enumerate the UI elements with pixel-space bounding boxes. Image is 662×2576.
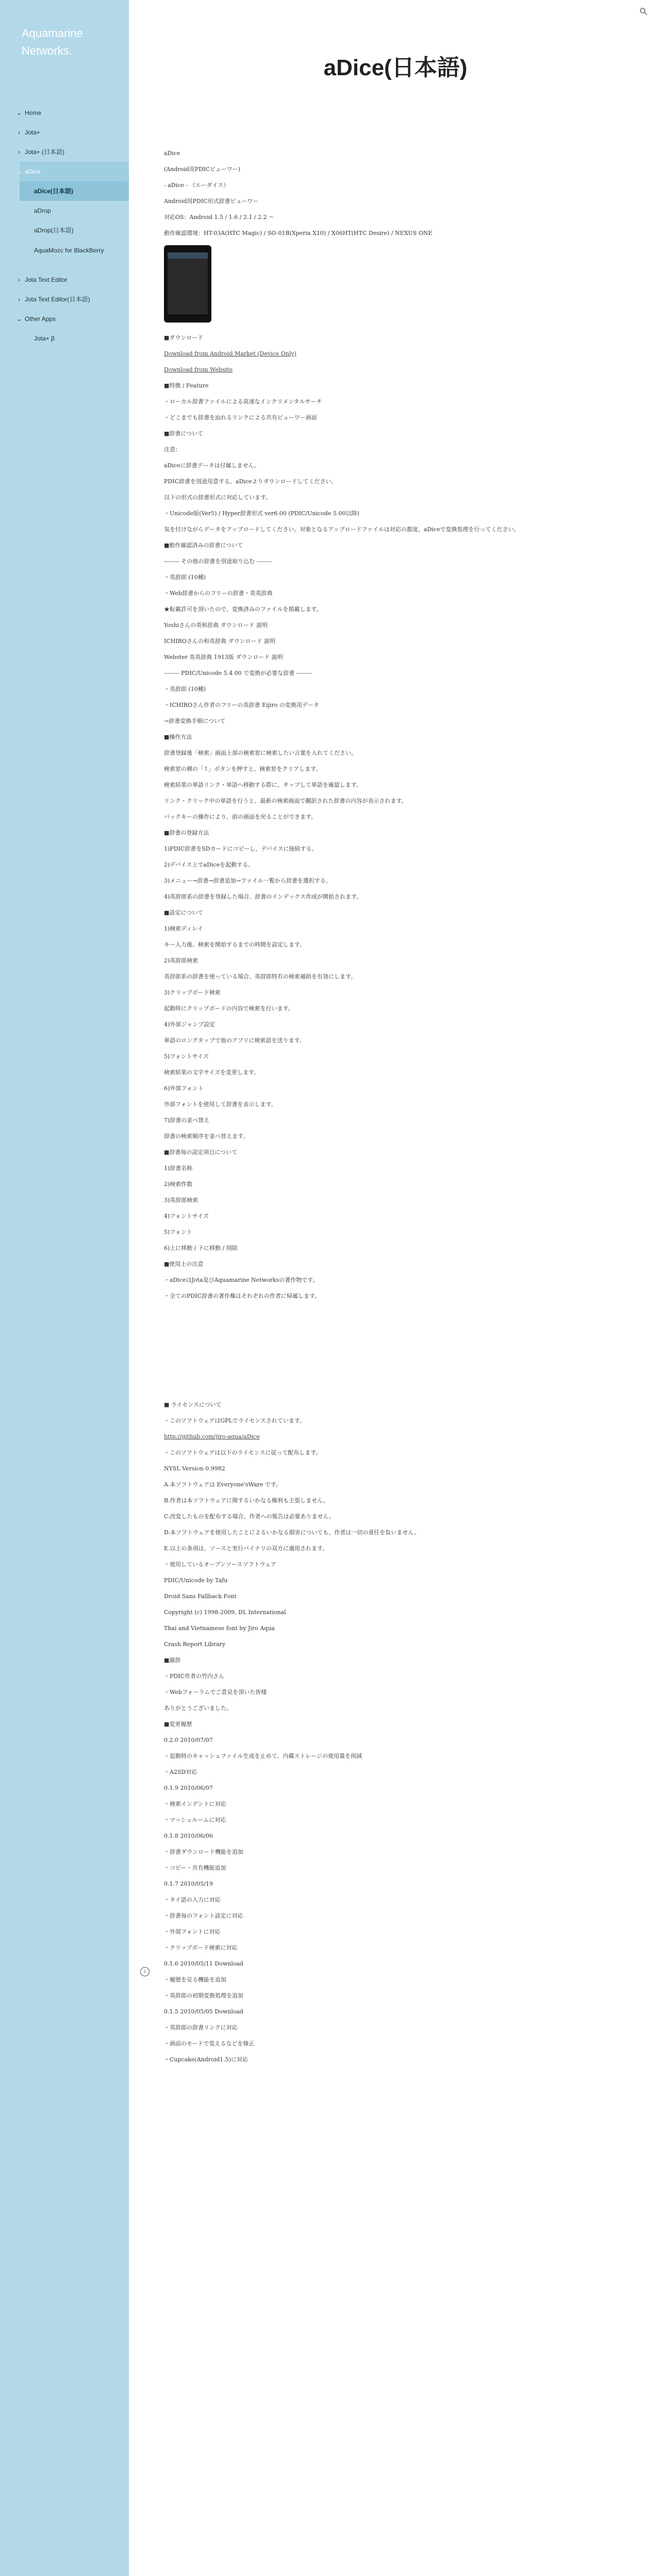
content-line: 検索結果の文字サイズを変更します。: [164, 1069, 260, 1076]
chevron-right-icon[interactable]: ›: [18, 148, 20, 156]
content-line: 検索結果の単語リンク・単語へ移動する際に、タップして単語を確認します。: [164, 782, 362, 788]
content-line[interactable]: Download from Website: [164, 366, 233, 373]
content-line: ・Cupcake(Android1.5)に対応: [164, 2056, 249, 2063]
sidebar-item-label: Jota+ β: [34, 335, 55, 342]
content-line: B.作者は本ソフトウェアに関するいかなる権利も主張しません。: [164, 1497, 329, 1504]
sidebar-item[interactable]: [16, 162, 129, 181]
content-line: Thai and Vietnamese font by Jiro Aqua: [164, 1625, 275, 1632]
content-line: (Android用PDICビューワー): [164, 166, 241, 173]
content-line: 以下の形式の辞書形式に対応しています。: [164, 494, 272, 501]
content-line: NYSL Version 0.9982: [164, 1465, 225, 1472]
sidebar-item-label: Home: [25, 109, 42, 116]
content-line: ・英辞郎の辞書リンクに対応: [164, 2024, 238, 2031]
content-line: 2)検索件数: [164, 1181, 193, 1188]
content-line: C.改変したものを配布する場合、作者への報告は必要ありません。: [164, 1513, 335, 1520]
content-line: ・履歴を見る機能を追加: [164, 1976, 226, 1983]
content-line: Webster 英英辞典 1913版 ダウンロード 説明: [164, 654, 283, 660]
section-heading: ■設定について: [164, 909, 204, 916]
sidebar-item-label: Jota+: [25, 129, 40, 136]
section-heading: ■ ライセンスについて: [164, 1401, 222, 1408]
sidebar-item-label: aDice: [25, 168, 41, 175]
content-line: Droid Sans Fallback Font: [164, 1593, 237, 1600]
content-line: 4)フォントサイズ: [164, 1213, 209, 1219]
section-heading: ■辞書について: [164, 430, 204, 437]
content-line: ・Unicode版(Ver5) / Hyper辞書形式 ver6.00 (PDIC/Unicode 5.00以降): [164, 510, 359, 517]
content-line: Yoshiさんの英和辞典 ダウンロード 説明: [164, 622, 268, 629]
content-line: PDIC辞書を別途用意する、aDiceよりダウンロードしてください。: [164, 478, 337, 485]
content-line: Crash Report Library: [164, 1641, 226, 1648]
content-line: Copyright (c) 1998-2009, DL International: [164, 1609, 286, 1616]
content-line: 辞書登録後「検索」画面上部の検索窓に検索したい言葉を入れてください。: [164, 750, 357, 756]
sidebar-item-label: aDice(日本語): [34, 188, 74, 195]
sidebar-item-label: Other Apps: [25, 315, 56, 323]
content-line: 気を付けながらデータをアップロードしてください。対象となるアップロードファイルは対応の都度、aDiceで変換処理を行ってください。: [164, 526, 520, 533]
chevron-right-icon[interactable]: ›: [18, 276, 20, 283]
content-line: ・英辞郎の初期変換処理を追加: [164, 1992, 243, 1999]
content-line: 0.2.0 2010/07/07: [164, 1737, 213, 1743]
content-line: 0.1.9 2010/06/07: [164, 1785, 213, 1791]
content-line: aDice: [164, 150, 180, 157]
sidebar-item-label: aDrop(日本語): [34, 227, 74, 234]
content-line: 注意：: [164, 446, 181, 453]
content-line: 4)外部ジャンプ設定: [164, 1021, 216, 1028]
content-line[interactable]: http://github.com/jiro-aqua/aDice: [164, 1433, 260, 1440]
content-line: -------- PDIC/Unicode 5.4.00 で変換が必要な辞書 --------: [164, 670, 312, 676]
site-name[interactable]: Aquamarine Networks.: [22, 27, 83, 57]
sidebar-item-label: Jota+ (日本語): [25, 148, 65, 156]
content-line: 1)PDIC辞書をSDカードにコピーし、デバイスに接続する。: [164, 845, 318, 852]
content-line: ・ローカル辞書ファイルによる高速なインクリメンタルサーチ: [164, 398, 322, 405]
content-line: 単語のロングタップで他のアプリに検索語を送ります。: [164, 1037, 305, 1044]
sidebar-item-label: aDrop: [34, 207, 51, 214]
content-line: - aDice - （エーダイス）: [164, 182, 229, 189]
section-heading: ■辞書の登録方法: [164, 829, 209, 836]
section-heading: ■謝辞: [164, 1657, 181, 1664]
content-line: ・全てのPDIC辞書の著作権はそれぞれの作者に帰属します。: [164, 1293, 321, 1299]
content-line: ・コピー・共有機能追加: [164, 1865, 226, 1871]
content-line: ・Webフォーラムでご意見を頂いた皆様: [164, 1689, 267, 1696]
content-line: 起動時にクリップボードの内容で検索を行います。: [164, 1005, 294, 1012]
content-line: 7)辞書の並べ替え: [164, 1117, 210, 1124]
content-line: D.本ソフトウェアを使用したことによるいかなる損害についても、作者は一切の責任を負いません。: [164, 1529, 420, 1536]
sidebar-item[interactable]: [20, 329, 129, 348]
content-line[interactable]: Download from Android Market (Device Only): [164, 350, 296, 357]
content-line: ありがとうございました。: [164, 1705, 232, 1711]
sidebar-item[interactable]: [20, 221, 129, 240]
content-line: aDiceに辞書データは付属しません。: [164, 462, 260, 469]
sidebar-item[interactable]: [20, 181, 129, 201]
content-line: キー入力後、検索を開始するまでの時間を設定します。: [164, 941, 306, 948]
sidebar-item[interactable]: [16, 103, 129, 123]
sidebar: [0, 0, 129, 2576]
content-line: ・英辞郎 (10種): [164, 574, 206, 581]
chevron-down-icon[interactable]: ⌄: [16, 109, 22, 116]
section-heading: ■動作確認済みの辞書について: [164, 542, 243, 549]
content-line: ・このソフトウェアは以下のライセンスに従って配布します。: [164, 1449, 322, 1456]
sidebar-item[interactable]: [20, 240, 129, 270]
sidebar-item[interactable]: [20, 201, 129, 221]
sidebar-item-label: Jota Text Editor: [25, 276, 68, 283]
content-line: 外部フォントを使用して辞書を表示します。: [164, 1101, 277, 1108]
content-line: ・英辞郎 (10種): [164, 686, 206, 692]
content-line: ・検索インデントに対応: [164, 1801, 226, 1807]
content-line: ・辞書毎のフォント設定に対応: [164, 1912, 243, 1919]
section-heading: ■特徴 / Feature: [164, 382, 209, 389]
section-heading: ■変更履歴: [164, 1721, 192, 1727]
sidebar-nav: [16, 103, 129, 348]
content-line: ・画面のモードで変えるなどを修正: [164, 2040, 255, 2047]
search-icon[interactable]: [639, 7, 648, 15]
content-line: 2)英辞郎検索: [164, 957, 198, 964]
content-line: 2)デバイス上でaDiceを起動する。: [164, 861, 254, 868]
content-line: E.以上の条項は、ソースと実行バイナリの双方に適用されます。: [164, 1545, 328, 1552]
screenshot-screen: [168, 252, 208, 314]
sidebar-item[interactable]: [16, 309, 129, 329]
content-line: ★転載許可を頂いたので、変換済みのファイルを掲載します。: [164, 606, 322, 613]
content-line: 4)英辞郎系の辞書を登録した場合、辞書のインデックス作成が開始されます。: [164, 893, 362, 900]
content-line: 6)上に移動 / 下に移動 / 削除: [164, 1245, 238, 1251]
content-line: 0.1.7 2010/05/19: [164, 1880, 213, 1887]
content-line: 3)クリップボード検索: [164, 989, 221, 996]
sidebar-item[interactable]: [20, 142, 129, 162]
content-line: 1)辞書名称: [164, 1165, 193, 1172]
sidebar-item[interactable]: [20, 290, 129, 309]
content-line: 6)外部フォント: [164, 1085, 204, 1092]
section-heading: ■辞書毎の設定項目について: [164, 1149, 238, 1156]
chevron-right-icon[interactable]: ›: [18, 296, 20, 303]
content-line: ・クリップボード検索に対応: [164, 1944, 238, 1951]
info-icon[interactable]: i: [140, 1967, 150, 1976]
content-line: A.本ソフトウェアは Everyone'sWare です。: [164, 1481, 282, 1488]
content-line: 1)検索ディレイ: [164, 925, 203, 932]
content-line: -------- その他の辞書を別途取り込む --------: [164, 558, 272, 565]
content-line: PDIC/Unicode by Tafu: [164, 1577, 228, 1584]
content-line: 検索窓の横の「↑」ボタンを押すと、検索窓をクリアします。: [164, 766, 322, 772]
content-line: ICHIROさんの和英辞典 ダウンロード 説明: [164, 638, 275, 645]
sidebar-item[interactable]: [20, 123, 129, 142]
content-line: ・どこまでも辞書を辿れるリンクによる共有ビューワー画面: [164, 414, 317, 421]
app-screenshot-image: [164, 245, 211, 323]
content-line: ・起動時のキャッシュファイル生成を止めて、内蔵ストレージの使用量を削減: [164, 1753, 362, 1759]
content-line: 5)フォント: [164, 1229, 192, 1235]
sidebar-item[interactable]: [20, 270, 129, 290]
content-line: ・辞書ダウンロード機能を追加: [164, 1849, 243, 1855]
chevron-down-icon[interactable]: ⌄: [16, 315, 22, 323]
content-line: ・Web辞書からのフリーの辞書・英英辞典: [164, 590, 273, 597]
content-line: ・マッシュルームに対応: [164, 1817, 226, 1823]
content-line: 対応OS：Android 1.5 / 1.6 / 2.1 / 2.2 〜: [164, 214, 275, 221]
content-line: ・タイ語の入力に対応: [164, 1896, 221, 1903]
content-line: →辞書変換手順について: [164, 718, 225, 724]
content-line: 0.1.6 2010/05/11 Download: [164, 1960, 244, 1967]
sidebar-item-label: Jota Text Editor(日本語): [25, 296, 90, 303]
sidebar-item-label: AquaMozc for BlackBerry: [34, 247, 104, 254]
chevron-right-icon[interactable]: ›: [18, 129, 20, 136]
content-line: 英辞郎系の辞書を使っている場合、英辞郎特有の検索補助を有効にします。: [164, 973, 357, 980]
content-line: 0.1.5 2010/05/05 Download: [164, 2008, 244, 2015]
content-line: 0.1.8 2010/06/06: [164, 1833, 213, 1839]
section-heading: ■操作方法: [164, 734, 192, 740]
content-line: ・使用しているオープンソースソフトウェア: [164, 1561, 277, 1568]
content-line: Android用PDIC形式辞書ビューワー: [164, 198, 259, 205]
content-line: 動作確認環境：HT-03A(HTC Magic) / SO-01B(Xperia X10) / X06HT(HTC Desire) / NEXUS ONE: [164, 230, 433, 236]
section-heading: ■使用上の注意: [164, 1261, 204, 1267]
content-line: 5)フォントサイズ: [164, 1053, 209, 1060]
content-line: 3)メニュー→辞書→辞書追加→ファイル一覧から辞書を選択する。: [164, 877, 332, 884]
chevron-down-icon[interactable]: ⌄: [16, 168, 22, 175]
content-line: ・このソフトウェアはGPLでライセンスされています。: [164, 1417, 305, 1424]
spacer: [164, 1308, 623, 1401]
content-line: 辞書の検索順序を並べ替えます。: [164, 1133, 249, 1140]
main-content: [164, 149, 623, 2072]
content-line: ・外部フォントに対応: [164, 1928, 221, 1935]
content-line: リンク・クリック中の単語を行うと、最新の検索画面で翻訳された辞書の内容が表示されます。: [164, 798, 407, 804]
section-heading: ■ダウンロード: [164, 334, 204, 341]
page-title: aDice(日本語): [323, 55, 468, 80]
content-line: ・PDIC作者の竹内さん: [164, 1673, 224, 1680]
screenshot-titlebar: [168, 252, 208, 259]
content-line: 3)英辞郎検索: [164, 1197, 198, 1204]
content-line: ・aDiceはJota及びAquamarine Networksの著作物です。: [164, 1277, 319, 1283]
content-line: ・ICHIROさん作者のフリーの英辞書 Eijiro の変換用データ: [164, 702, 319, 708]
content-line: バックキーの操作により、前の画面を戻ることができます。: [164, 814, 317, 820]
content-line: ・A2SD対応: [164, 1769, 197, 1775]
